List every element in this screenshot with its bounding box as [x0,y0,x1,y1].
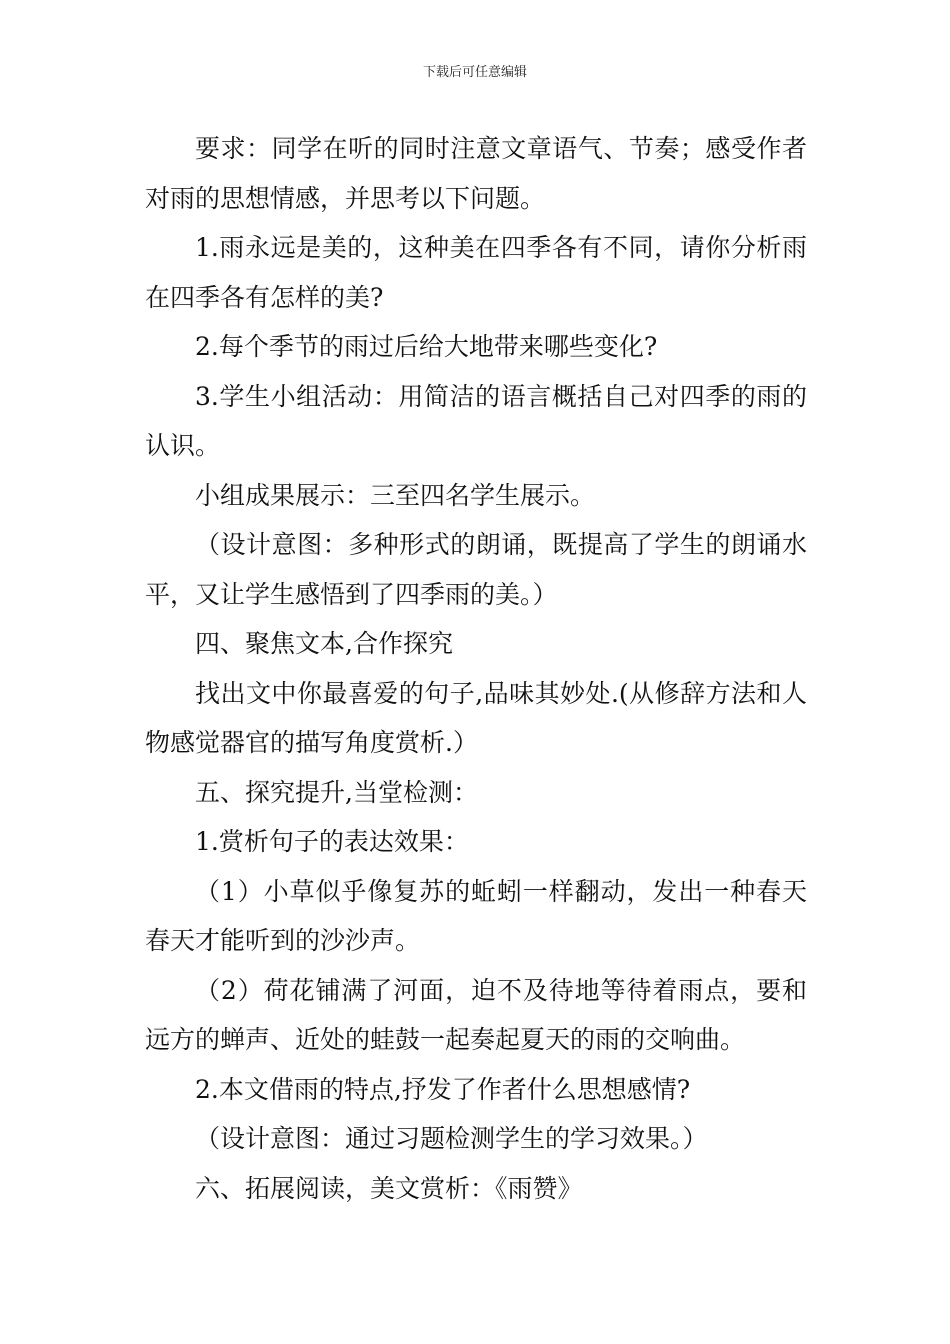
paragraph-design-intent-2: （设计意图：通过习题检测学生的学习效果。） [195,1124,708,1153]
paragraph-design-intent-1: （设计意图：多种形式的朗诵，既提高了学生的朗诵水平，又让学生感悟到了四季雨的美。） [145,530,807,609]
section-heading-5: 五、探究提升,当堂检测： [195,777,478,807]
paragraph-question-2: 2.每个季节的雨过后给大地带来哪些变化? [195,332,658,361]
paragraph-exercise-1-item-2: （2）荷花铺满了河面，迫不及待地等待着雨点，要和远方的蝉声、近处的蛙鼓一起奏起夏天的雨的交响曲。 [145,975,807,1054]
page-header: 下载后可任意编辑 [422,65,527,80]
paragraph-question-3: 3.学生小组活动：用简洁的语言概括自己对四季的雨的认识。 [145,381,807,460]
paragraph-find-sentences: 找出文中你最喜爱的句子,品味其妙处.(从修辞方法和人物感觉器官的描写角度赏析.） [145,678,807,757]
section-heading-6: 六、拓展阅读，美文赏析：《雨赞》 [195,1173,583,1203]
paragraph-requirements: 要求：同学在听的同时注意文章语气、节奏；感受作者对雨的思想情感，并思考以下问题。 [145,134,807,213]
section-heading-4: 四、聚焦文本,合作探究 [195,629,453,658]
paragraph-exercise-1-item-1: （1）小草似乎像复苏的蚯蚓一样翻动，发出一种春天春天才能听到的沙沙声。 [145,876,807,955]
document-body [145,124,807,1213]
paragraph-group-display: 小组成果展示：三至四名学生展示。 [195,480,596,510]
paragraph-exercise-1: 1.赏析句子的表达效果： [195,827,469,856]
paragraph-question-1: 1.雨永远是美的，这种美在四季各有不同，请你分析雨在四季各有怎样的美? [145,233,807,312]
paragraph-exercise-2: 2.本文借雨的特点,抒发了作者什么思想感情? [195,1074,691,1104]
